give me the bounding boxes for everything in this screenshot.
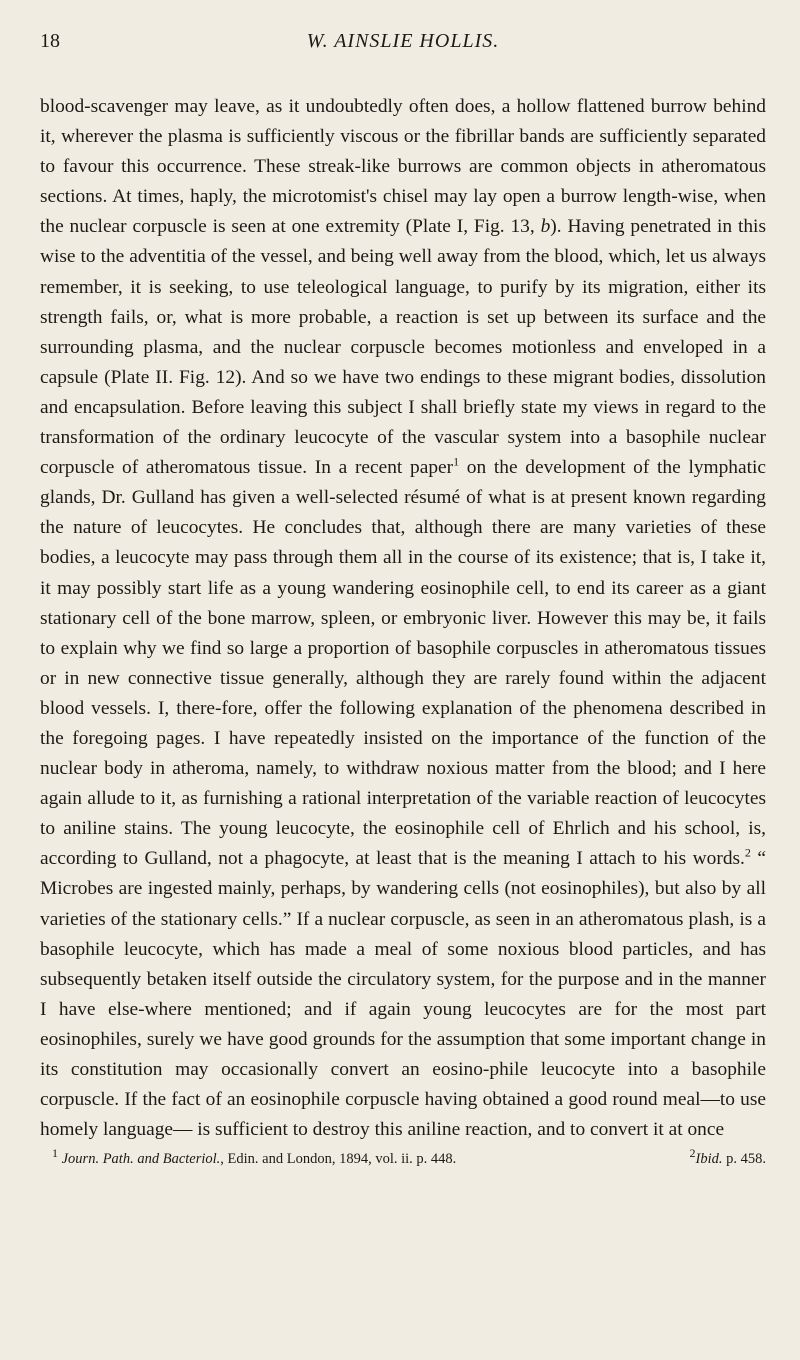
body-text-part-4: “ Microbes are ingested mainly, perhaps, by wandering cells (not eosinophiles), but also by all varieties of the stationary cells.” If a nuclear corpuscle, as seen in an atheromatous plash, is a basophile leucocyte, which has made a meal of some noxious blood particles, and has subsequently betaken itself outside the circulatory system, for the purpose and in the manner I have else-where mentioned; and if again young leucocytes are for the most part eosinophiles, surely we have good grounds for the assumption that some important change in its constitution may occasionally convert an eosino-phile leucocyte into a basophile corpuscle. If the fact of an eosinophile corpuscle having obtained a good round meal—to use homely language— is sufficient to destroy this aniline reaction, and to convert it at once	[40, 848, 766, 1141]
figure-letter: b	[540, 216, 551, 238]
footnote-1-mark: 1	[52, 1146, 58, 1161]
footnote-1-journal: Journ. Path. and Bacteriol.	[61, 1151, 221, 1168]
body-text-part-2: ). Having penetrated in this wise to the adventitia of the vessel, and being well away from the blood, which, let us always remember, it is seeking, to use teleological language, to purify by its migration, either its strength fails, or, what is more probable, a reaction is set up between its surface and the surrounding plasma, and the nuclear corpuscle becomes motionless and enveloped in a capsule (Plate II. Fig. 12). And so we have two endings to these migrant bodies, dissolution and encapsulation. Before leaving this subject I shall briefly state my views in regard to the transformation of the ordinary leucocyte of the vascular system into a basophile nuclear corpuscle of atheromatous tissue. In a recent paper	[40, 216, 766, 479]
footnote-2-mark: 2	[689, 1146, 696, 1161]
body-text-part-1: blood-scavenger may leave, as it undoubtedly often does, a hollow flattened burrow behind it, wherever the plasma is sufficiently viscous or the fibrillar bands are sufficiently separated to favour this occurrence. These streak-like burrows are common objects in atheromatous sections. At times, haply, the microtomist's chisel may lay open a burrow length-wise, when the nuclear corpuscle is seen at one extremity (Plate I, Fig. 13,	[40, 96, 766, 238]
footnote-2-ibid: Ibid.	[695, 1151, 723, 1168]
footnote-ref-2[interactable]: 2	[744, 845, 751, 860]
footnote-ref-1[interactable]: 1	[453, 454, 460, 469]
body-paragraph	[40, 56, 766, 1145]
footnote-2	[689, 1146, 766, 1169]
footnote-2-text: p. 458.	[722, 1151, 766, 1168]
footnotes	[40, 1146, 766, 1169]
page-number: 18	[40, 30, 60, 52]
running-title: W. AINSLIE HOLLIS.	[306, 30, 500, 52]
footnote-1-text: , Edin. and London, 1894, vol. ii. p. 448.	[220, 1151, 457, 1168]
footnote-1	[52, 1146, 457, 1169]
body-text-part-3: on the development of the lymphatic glands, Dr. Gulland has given a well-selected résumé of what is at present known regarding the nature of leucocytes. He concludes that, although there are many varieties of these bodies, a leucocyte may pass through them all in the course of its existence; that is, I take it, it may possibly start life as a young wandering eosinophile cell, to end its career as a giant stationary cell of the bone marrow, spleen, or embryonic liver. However this may be, it fails to explain why we find so large a proportion of basophile corpuscles in atheromatous tissues or in new connective tissue generally, although they are rarely found within the adjacent blood vessels. I, there-fore, offer the following explanation of the phenomena described in the foregoing pages. I have repeatedly insisted on the importance of the function of the nuclear body in atheroma, namely, to withdraw noxious matter from the blood; and I here again allude to it, as furnishing a rational interpretation of the variable reaction of leucocytes to aniline stains. The young leucocyte, the eosinophile cell of Ehrlich and his school, is, according to Gulland, not a phagocyte, at least that is the meaning I attach to his words.	[40, 457, 766, 870]
running-head	[40, 0, 766, 56]
